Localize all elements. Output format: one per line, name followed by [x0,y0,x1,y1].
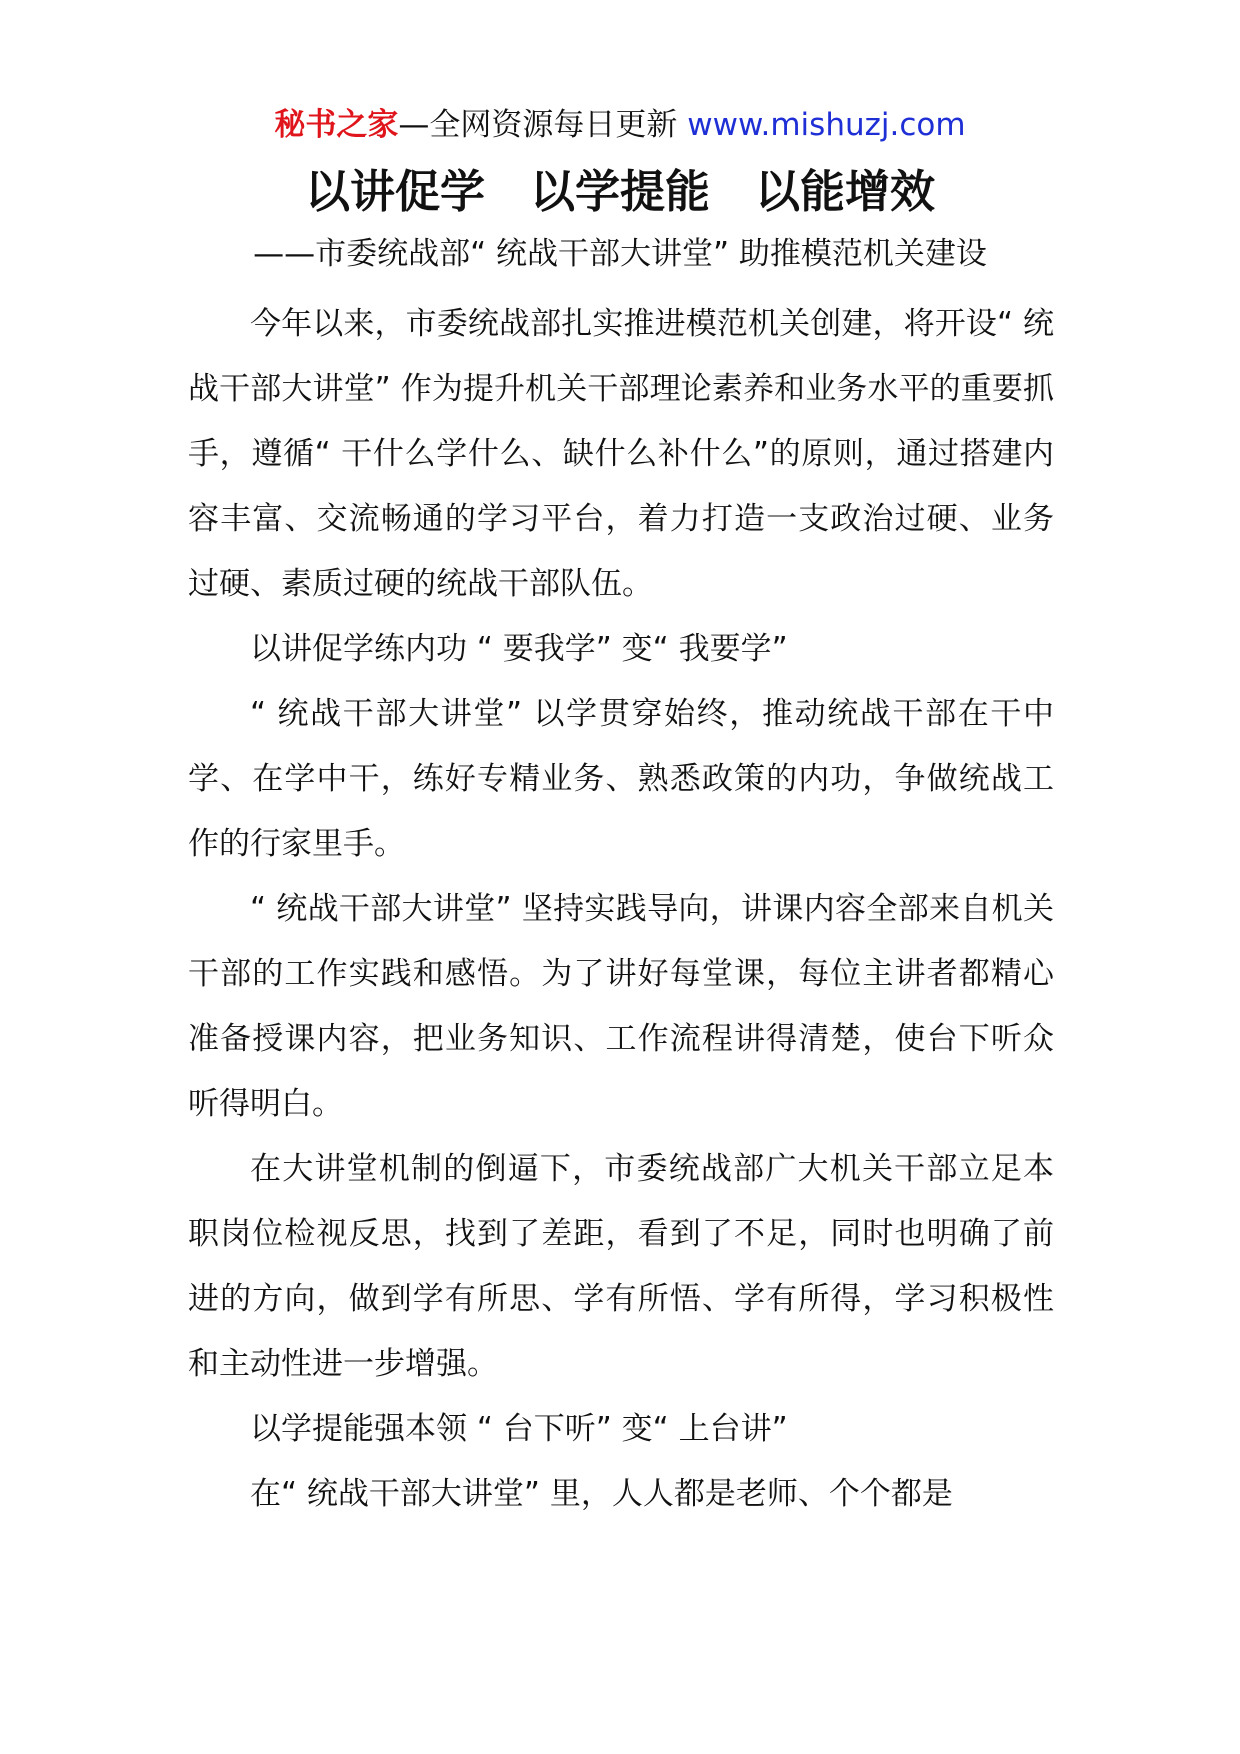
section-heading-2: 以学提能强本领 “ 台下听” 变“ 上台讲” [250,1411,788,1447]
site-tagline: —全网资源每日更新 [398,107,678,143]
paragraph: “ 统战干部大讲堂” 坚持实践导向，讲课内容全部来自机关干部的工作实践和感悟。为了讲好每堂课，每位主讲者都精心准备授课内容，把业务知识、工作流程讲得清楚，使台下听众听得明白。 [188,891,1054,1122]
document-body [188,292,1054,1527]
paragraph-intro: 今年以来，市委统战部扎实推进模范机关创建，将开设“ 统战干部大讲堂” 作为提升机关干部理论素养和业务水平的重要抓手，遵循“ 干什么学什么、缺什么补什么”的原则，通过搭建内容丰富、交流畅通的学习平台，着力打造一支政治过硬、业务过硬、素质过硬的统战干部队伍。 [188,306,1054,602]
paragraph: 在“ 统战干部大讲堂” 里，人人都是老师、个个都是 [250,1476,953,1512]
site-brand: 秘书之家 [274,107,399,143]
document-title: 以讲促学 以学提能 以能增效 [304,165,935,218]
section-heading-1: 以讲促学练内功 “ 要我学” 变“ 我要学” [250,631,788,667]
paragraph: “ 统战干部大讲堂” 以学贯穿始终，推动统战干部在干中学、在学中干，练好专精业务、熟悉政策的内功，争做统战工作的行家里手。 [188,696,1054,862]
site-header [0,103,1240,147]
paragraph: 在大讲堂机制的倒逼下，市委统战部广大机关干部立足本职岗位检视反思，找到了差距，看到了不足，同时也明确了前进的方向，做到学有所思、学有所悟、学有所得，学习积极性和主动性进一步增强。 [188,1151,1054,1382]
site-url-link[interactable]: www.mishuzj.com [687,107,966,143]
document-subtitle: ——市委统战部“ 统战干部大讲堂” 助推模范机关建设 [253,236,987,272]
